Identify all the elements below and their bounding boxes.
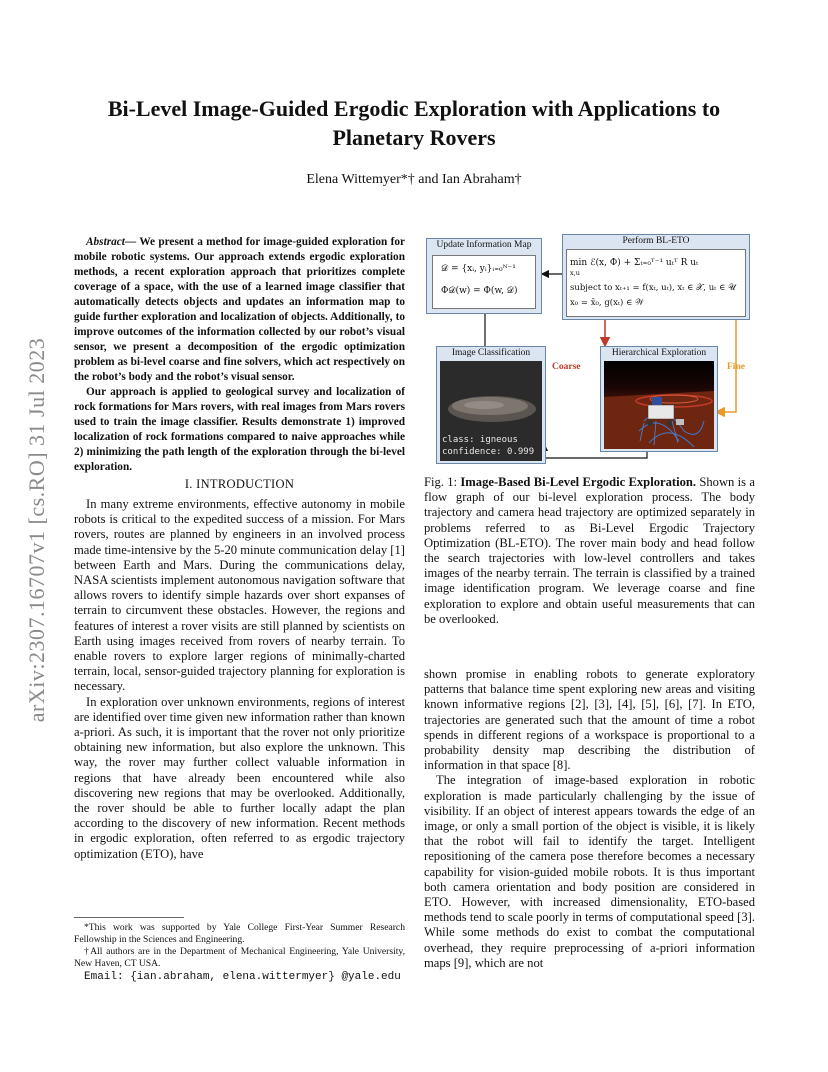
body-paragraph: The integration of image-based exploration in robotic exploration is made particularly challenging by the issue of visibility. If an object of interest appears towards the edge of an image, or only a small portion of the object is visible, it is likely that the robot will fail to identify the target. Intelligent repositioning of the camera pose therefore becomes a necessary capability for vision-guided mobile robots. It is thus important both camera orientation and body position are considered in ETO. However, with increased dimensionality, ETO-based methods tend to scale poorly in terms of computational speed [3]. While some methods do exist to combat the computational overhead, they require preprocessing of a-priori information maps [9], which are not bbox=[424, 773, 755, 970]
body-column-right bbox=[424, 667, 755, 971]
section-heading-introduction: I. INTRODUCTION bbox=[184, 477, 295, 491]
label-fine: Fine bbox=[727, 362, 745, 372]
caption-title: Image-Based Bi-Level Ergodic Exploration. bbox=[460, 475, 697, 489]
footnotes bbox=[74, 917, 405, 984]
panel-title: Image Classification bbox=[451, 348, 531, 358]
footnote-funding: *This work was supported by Yale College First-Year Summer Research Fellowship in the Sciences and Engineering. bbox=[74, 922, 405, 945]
label-coarse: Coarse bbox=[552, 362, 581, 372]
body-paragraph: In exploration over unknown environments, regions of interest are identified over time given new information rather than known a-priori. As such, it is important that the rover not only prioritize obtaining new information, but also explore the unknown. This way, the rover may further collect valuable information in regions that have already been encountered while also discovering new regions that may be overlooked. Additionally, the rover should be able to further locally adapt the plan according to the discovery of new information. Recent methods in ergodic exploration, often referred to as ergodic trajectory optimization (ETO), have bbox=[74, 694, 405, 861]
caption-label: Fig. 1: bbox=[424, 475, 458, 489]
rover-render bbox=[604, 361, 714, 449]
rock-photo bbox=[440, 361, 542, 461]
abstract-paragraph-1: — We present a method for image-guided exploration for mobile robotic systems. Our approach extends ergodic exploration methods, a recent exploration approach that prioritizes complete coverage of a space, with the use of a learned image classifier that automatically detects objects and updates an information map to guide further exploration and localization of objects. Additionally, to improve outcomes of the information collected by our robot’s visual sensor, we present a decomposition of the ergodic optimization problem as bi-level coarse and fine solvers, which act respectively on the robot’s body and the robot’s visual sensor. bbox=[74, 236, 405, 383]
abstract-paragraph-2: Our approach is applied to geological survey and localization of rock formations for Mars rovers, with real images from Mars rovers used to train the image classifier. Results demonstrate 1) improved localization of rock formations compared to naive approaches while 2) minimizing the path length of the exploration through the bi-level exploration. bbox=[74, 386, 405, 473]
panel-title: Update Information Map bbox=[436, 240, 532, 250]
footnote-affiliation: †All authors are in the Department of Mechanical Engineering, Yale University, New Haven, CT USA. bbox=[74, 946, 405, 969]
rover-image bbox=[604, 361, 714, 449]
classification-class-label: class: igneous bbox=[442, 435, 518, 445]
classification-confidence-label: confidence: 0.999 bbox=[442, 447, 535, 457]
equation-constraint: subject to xₜ₊₁ = f(xₜ, uₜ), xₜ ∈ 𝒳, uₜ ∈ 𝒰 bbox=[570, 283, 736, 293]
equation-box bbox=[566, 249, 746, 317]
caption-text: Shown is a flow graph of our bi-level exploration process. The body trajectory and camera head trajectory are optimized separately in problems referred to as Bi-Level Ergodic Trajectory Optimization (BL-ETO). The rover main body and head follow the search trajectories with low-level controllers and takes images of the nearby terrain. The terrain is classified by a trained image identification program. We leverage coarse and fine exploration to explore and obtain useful measurements that can be overlooked. bbox=[424, 475, 755, 626]
panel-perform-bl-eto bbox=[562, 234, 750, 320]
equation-objective: min ℰ(x, Φ) + Σₜ₌₀ᵀ⁻¹ uₜᵀ R uₜ bbox=[570, 258, 699, 268]
paper-authors: Elena Wittemyer*† and Ian Abraham† bbox=[306, 172, 522, 187]
equation-initial: x₀ = x̄₀, g(xₜ) ∈ 𝒲 bbox=[570, 298, 644, 308]
panel-title: Perform BL-ETO bbox=[622, 236, 690, 246]
footnote-email: Email: {ian.abraham, elena.wittermyer} @yale.edu bbox=[84, 971, 401, 983]
body-paragraph: shown promise in enabling robots to generate exploratory patterns that balance time spent exploring new areas and visiting known informative regions [2], [3], [4], [5], [6], [7]. In ETO, trajectories are generated such that the amount of time a robot spends in different regions of a workspace is proportional to a probability density map describing the distribution of information in that space [8]. bbox=[424, 667, 755, 773]
equation-dataset: 𝒟 = {xᵢ, yᵢ}ᵢ₌₀ᴺ⁻¹ bbox=[441, 264, 516, 274]
figure-caption bbox=[424, 475, 755, 627]
abstract-lead: Abstract bbox=[86, 236, 125, 248]
panel-title: Hierarchical Exploration bbox=[611, 348, 707, 358]
equation-info-map: Φ𝒟(w) = Φ(w, 𝒟) bbox=[441, 286, 518, 296]
footnote-rule bbox=[74, 917, 184, 918]
panel-image-classification bbox=[436, 346, 546, 464]
rock-image bbox=[440, 361, 542, 461]
panel-update-information-map bbox=[426, 238, 542, 314]
arxiv-identifier: arXiv:2307.16707v1 [cs.RO] 31 Jul 2023 bbox=[24, 337, 49, 723]
body-column-left bbox=[74, 497, 405, 862]
figure-1 bbox=[424, 232, 756, 464]
equation-box bbox=[432, 255, 536, 309]
panel-hierarchical-exploration bbox=[600, 346, 718, 452]
paper-title: Bi-Level Image-Guided Ergodic Exploration with Applications to Planetary Rovers bbox=[107, 96, 721, 150]
abstract bbox=[74, 235, 405, 475]
arxiv-side-stamp bbox=[22, 300, 52, 760]
body-paragraph: In many extreme environments, effective autonomy in mobile robots is critical to the expedited success of a mission. For Mars rovers, routes are planned by engineers in an involved process made time-intensive by the 5-20 minute communication delay [1] between Earth and Mars. During the communications delay, NASA scientists implement autonomous navigation software that allows rovers to identify simple hazards over short expanses of terrain to circumvent these obstacles. However, the regions and features of interest a rover visits are still planned by scientists on Earth using images received from rovers of nearby terrain. To enable rovers to explore larger regions of minimally-charted terrain, local, sensor-guided trajectory planning for exploration is necessary. bbox=[74, 497, 405, 694]
equation-objective-sub: x,u bbox=[570, 269, 580, 277]
